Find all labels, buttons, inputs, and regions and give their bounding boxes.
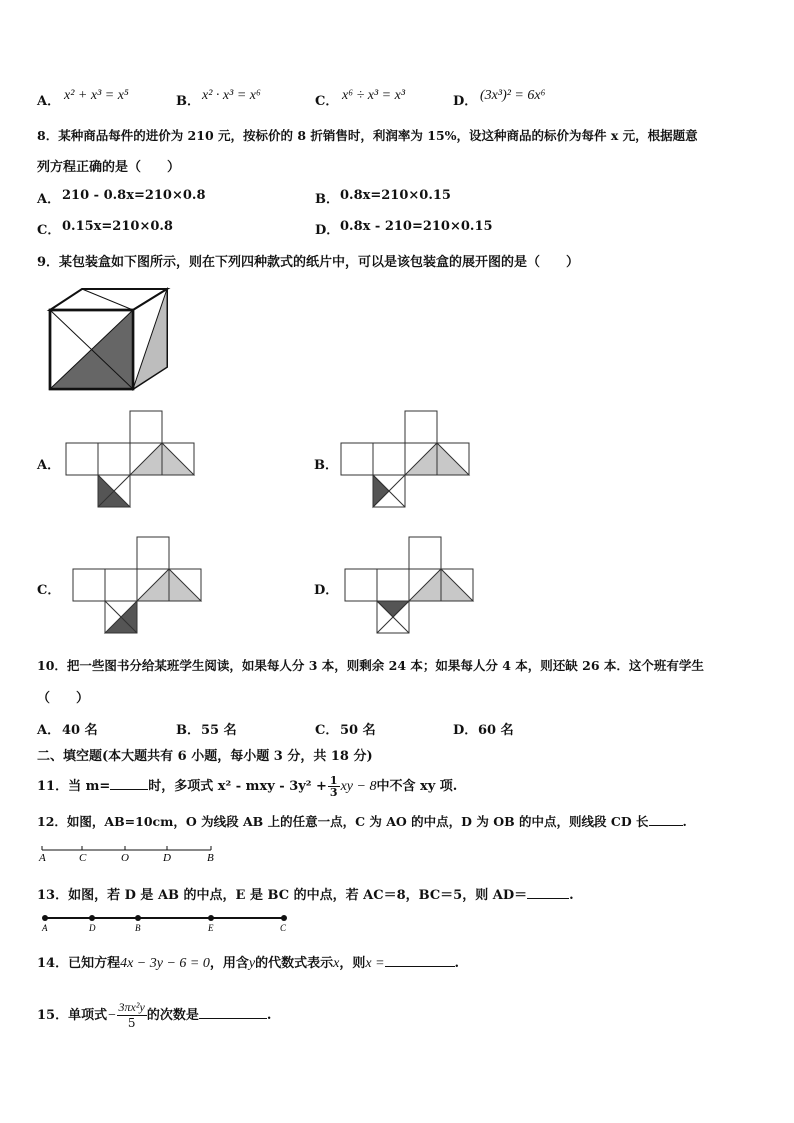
q7-option-c-label: C．	[315, 94, 339, 109]
q8-option-b-text: 0.8x=210×0.15	[340, 188, 451, 203]
q12-point-a: A	[39, 852, 46, 864]
q14-answer-blank[interactable]	[385, 954, 455, 967]
q14-lhs: x =	[365, 956, 385, 971]
q10-stem-line1: 10．把一些图书分给某班学生阅读，如果每人分 3 本，则剩余 24 本；如果每人分 4 本，则还缺 26 本．这个班有学生	[37, 658, 704, 673]
q9-option-a-label[interactable]: A．	[37, 458, 61, 473]
q15-frac-den: 5	[127, 1016, 136, 1030]
q15-end: .	[266, 1008, 272, 1023]
q12-point-d: D	[163, 852, 171, 864]
q13-point-d: D	[89, 923, 96, 933]
q10-stem-line2: （ ）	[37, 691, 90, 706]
question-11	[37, 775, 457, 798]
q13-answer-blank[interactable]	[527, 886, 569, 899]
q8-option-d-label: D．	[315, 223, 340, 238]
q11-answer-blank[interactable]	[110, 777, 148, 790]
q8-option-c-text: 0.15x=210×0.8	[62, 219, 173, 234]
q13-stem: 13．如图，若 D 是 AB 的中点，E 是 BC 的中点，若 AC＝8，BC＝5，则 AD＝	[37, 888, 528, 903]
q14-middle: ，用含	[209, 956, 249, 971]
q10-option-b-text: 55 名	[201, 723, 237, 738]
q14-middle2: 的代数式表示	[255, 956, 334, 971]
q7-option-a-label: A．	[37, 94, 61, 109]
q10-option-b-label: B．	[176, 723, 200, 738]
q8-stem-line1: 8．某种商品每件的进价为 210 元，按标价的 8 折销售时，利润率为 15%，设这种商品的标价为每件 x 元，根据题意	[37, 128, 698, 143]
q13-point-b: B	[135, 923, 141, 933]
q7-option-d-label: D．	[453, 94, 478, 109]
q8-option-a-label: A．	[37, 192, 61, 207]
q14-equation: 4x − 3y − 6 = 0	[120, 956, 210, 971]
q9-option-d-label[interactable]: D．	[314, 583, 339, 598]
q9-option-c-label[interactable]: C．	[37, 583, 61, 598]
section-2-heading: 二、填空题(本大题共有 6 小题，每小题 3 分，共 18 分)	[37, 749, 373, 764]
q11-frac-num: 1	[329, 774, 338, 787]
q14-var-x: x	[333, 956, 340, 971]
q10-option-c-text: 50 名	[340, 723, 376, 738]
q10-option-d-text: 60 名	[478, 723, 514, 738]
q15-suffix: 的次数是	[146, 1008, 199, 1023]
q9-net-c[interactable]	[73, 537, 203, 637]
q10-option-c-label: C．	[315, 723, 339, 738]
q14-end: .	[454, 956, 460, 971]
q9-option-b-label[interactable]: B．	[314, 458, 338, 473]
q7-option-b-expr: x² · x³ = x⁶	[202, 88, 261, 103]
q15-frac-num: 3πx²y	[118, 1000, 145, 1014]
q11-middle: 时，多项式 x² - mxy - 3y² +	[148, 779, 327, 794]
question-15	[37, 1000, 271, 1031]
q9-box-figure	[45, 285, 175, 395]
q9-stem: 9．某包装盒如下图所示，则在下列四种款式的纸片中，可以是该包装盒的展开图的是（ ）	[37, 255, 580, 270]
q12-point-b: B	[207, 852, 214, 864]
q11-frac-den: 3	[329, 786, 338, 799]
q9-net-a[interactable]	[66, 411, 196, 511]
q8-option-b-label: B．	[315, 192, 339, 207]
q7-option-b-label: B．	[176, 94, 200, 109]
question-14	[37, 952, 459, 972]
q14-var-y: y	[248, 956, 256, 971]
q15-answer-blank[interactable]	[199, 1006, 267, 1019]
q9-net-b[interactable]	[341, 411, 471, 511]
q11-prefix: 11．当 m=	[37, 779, 111, 794]
q7-option-d-expr: (3x³)² = 6x⁶	[480, 88, 546, 103]
q10-option-d-label: D．	[453, 723, 478, 738]
q12-point-o: O	[121, 852, 129, 864]
q11-after-frac: xy − 8	[340, 779, 377, 794]
q13-point-c: C	[280, 923, 287, 933]
q9-net-d[interactable]	[345, 537, 475, 637]
q11-suffix: 中不含 xy 项.	[376, 779, 458, 794]
q8-option-c-label: C．	[37, 223, 61, 238]
q8-stem-line2: 列方程正确的是（ ）	[37, 160, 181, 175]
q15-sign: −	[107, 1008, 117, 1023]
q12-answer-blank[interactable]	[649, 813, 683, 826]
q7-option-a-expr: x² + x³ = x⁵	[64, 88, 129, 103]
q13-end: .	[569, 888, 574, 903]
q10-option-a-label: A．	[37, 723, 61, 738]
q12-stem: 12．如图，AB=10cm，O 为线段 AB 上的任意一点，C 为 AO 的中点，D 为 OB 的中点，则线段 CD 长	[37, 814, 649, 829]
q14-prefix: 14．已知方程	[37, 956, 121, 971]
q8-option-d-text: 0.8x - 210=210×0.15	[340, 219, 493, 234]
q13-segment-figure	[40, 913, 292, 935]
q14-middle3: ，则	[339, 956, 366, 971]
q7-option-c-expr: x⁶ ÷ x³ = x³	[342, 88, 406, 103]
q12-point-c: C	[79, 852, 87, 864]
question-13	[37, 884, 574, 903]
q12-segment-figure	[38, 846, 218, 866]
q10-option-a-text: 40 名	[62, 723, 98, 738]
q13-point-e: E	[208, 923, 214, 933]
q13-point-a: A	[42, 923, 48, 933]
q12-end: .	[682, 814, 687, 829]
q15-prefix: 15．单项式	[37, 1008, 108, 1023]
q8-option-a-text: 210 - 0.8x=210×0.8	[62, 188, 206, 203]
question-12	[37, 812, 687, 830]
